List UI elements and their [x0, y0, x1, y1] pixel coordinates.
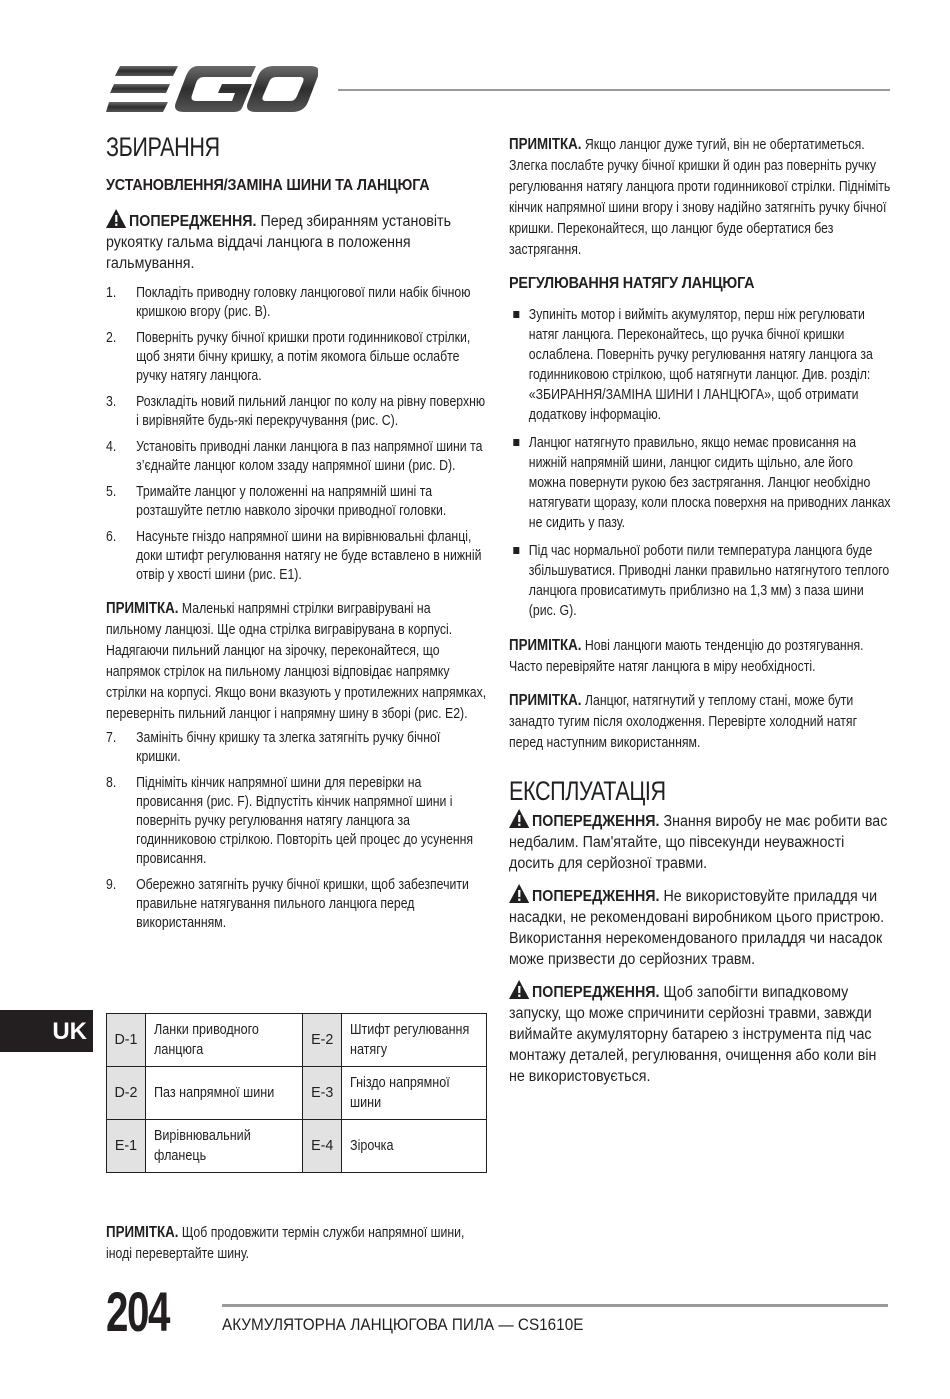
warning-text: Знання виробу не має робити вас недбалим. Пам'ятайте, що півсекунди неуважності досить для серйозної травми.: [509, 813, 888, 872]
list-item: Під час нормальної роботи пили температура ланцюга буде збільшуватися. Приводні ланки правильно натягнутого теплого ланцюга провисатимуть приблизно на 1,3 мм) з паза шини (рис. G).: [509, 541, 892, 621]
assembly-steps-b: [106, 729, 487, 933]
list-item: 8. Підніміть кінчик напрямної шини для перевірки на провисання (рис. F). Відпустіть кінчик напрямної шини і поверніть ручку регулювання натягу ланцюга за годинниковою стрілкою. Повторіть цей процес до усунення провисання.: [106, 775, 474, 867]
note-text: Маленькі напрямні стрілки вигравірувані на пильному ланцюзі. Ще одна стрілка вигравірувана в корпусі. Надягаючи пильний ланцюг на зірочку, переконайтеся, що напрямок стрілок на пильному ланцюзі відповідає напрямку стрілки на корпусі. Якщо вони вказують у протилежних напрямках, переверніть пильний ланцюг і напрямну шину в зборі (рис. E2).: [106, 601, 487, 722]
list-item: 5. Тримайте ланцюг у положенні на напрямній шині та розташуйте петлю навколо зірочки приводної головки.: [106, 484, 447, 519]
warning-text: Щоб запобігти випадковому запуску, що може спричинити серйозні травми, завжди виймайте акумуляторну батарею з інструмента під час монтажу деталей, регулювання, очищення або коли він не використовується.: [509, 984, 877, 1085]
ego-logo: [106, 64, 318, 114]
note-label: ПРИМІТКА.: [106, 600, 179, 617]
bullet-icon: [513, 439, 519, 446]
right-column: [509, 134, 893, 1087]
bullet-icon: [513, 311, 519, 318]
list-item: 4. Установіть приводні ланки ланцюга в паз напрямної шини та з’єднайте ланцюг колом ззаду напрямної шини (рис. D).: [106, 439, 483, 474]
list-item: 6. Насуньте гніздо напрямної шини на вирівнювальні фланці, доки штифт регулювання натягу не буде вставлено в нижній отвір у хвості шини (рис. E1).: [106, 529, 482, 583]
warning-operation-2: [509, 884, 892, 970]
part-label: Ланки приводного ланцюга: [146, 1014, 303, 1067]
warning-label: ПОПЕРЕДЖЕННЯ.: [532, 813, 660, 830]
parts-table: [106, 1013, 487, 1173]
warning-icon: [509, 809, 529, 828]
list-item: Зупиніть мотор і вийміть акумулятор, перш ніж регулювати натяг ланцюга. Переконайтесь, що ручка бічної кришки ослаблена. Поверніть ручку регулювання натягу ланцюга за годинниковою стрілкою, щоб натягнути ланцюг. Див. розділ: «ЗБИРАННЯ/ЗАМІНА ШИНИ І ЛАНЦЮГА», щоб отримати додаткову інформацію.: [509, 305, 892, 425]
footer-title: АКУМУЛЯТОРНА ЛАНЦЮГОВА ПИЛА — CS1610E: [222, 1315, 584, 1334]
table-row: [107, 1067, 487, 1120]
part-label: Штифт регулювання натягу: [342, 1014, 487, 1067]
bullet-icon: [513, 547, 519, 554]
warning-icon: [509, 980, 529, 999]
operation-title: ЕКСПЛУАТАЦІЯ: [509, 776, 666, 806]
warning-label: ПОПЕРЕДЖЕННЯ.: [129, 213, 257, 230]
part-code: D-2: [107, 1067, 146, 1120]
tension-bullets: [509, 305, 892, 621]
note-tight-chain: [509, 134, 894, 261]
note-label: ПРИМІТКА.: [509, 637, 582, 654]
list-item: 9. Обережно затягніть ручку бічної кришки, щоб забезпечити правильне натягування пильного ланцюга перед використанням.: [106, 877, 469, 931]
part-label: Зірочка: [342, 1120, 487, 1173]
note-text: Якщо ланцюг дуже тугий, він не обертатиметься. Злегка послабте ручку бічної кришки й один раз поверніть ручку регулювання натягу ланцюга проти годинникової стрілки. Підніміть кінчик напрямної шини вгору і знову надійно затягніть ручку бічної кришки. Переконайтеся, що ланцюг буде обертатися без застрягання.: [509, 137, 891, 258]
bar-chain-heading: УСТАНОВЛЕННЯ/ЗАМІНА ШИНИ ТА ЛАНЦЮГА: [106, 177, 430, 194]
note-label: ПРИМІТКА.: [509, 692, 582, 709]
list-item: 2. Поверніть ручку бічної кришки проти годинникової стрілки, щоб зняти бічну кришку, а потім якомога більше ослабте ручку натягу ланцюга.: [106, 330, 471, 384]
part-label: Гніздо напрямної шини: [342, 1067, 487, 1120]
list-item: 3. Розкладіть новий пильний ланцюг по колу на рівну поверхню і вирівняйте будь-які перекручування (рис. C).: [106, 394, 486, 429]
left-column: [106, 132, 488, 940]
part-code: D-1: [107, 1014, 146, 1067]
page-number: 204: [106, 1280, 169, 1343]
note-text: Ланцюг, натягнутий у теплому стані, може бути занадто тугим після охолодження. Перевірте холодний натяг перед наступним використанням.: [509, 693, 858, 751]
part-label: Паз напрямної шини: [146, 1067, 303, 1120]
note-label: ПРИМІТКА.: [509, 136, 582, 153]
note-new-chains: [509, 635, 894, 678]
warning-icon: [509, 884, 529, 903]
table-row: [107, 1014, 487, 1067]
note-arrows: [106, 598, 489, 725]
list-item: 1. Покладіть приводну головку ланцюгової пили набік бічною кришкою вгору (рис. B).: [106, 285, 471, 320]
warning-icon: [106, 209, 126, 228]
warning-label: ПОПЕРЕДЖЕННЯ.: [532, 888, 660, 905]
note-flip-bar: [106, 1222, 484, 1265]
warning-operation-1: [509, 809, 892, 874]
note-text: Щоб продовжити термін служби напрямної шини, іноді перевертайте шину.: [106, 1225, 465, 1262]
part-code: E-3: [303, 1067, 342, 1120]
warning-operation-3: [509, 980, 892, 1087]
note-warm-chain: [509, 690, 894, 754]
table-row: [107, 1120, 487, 1173]
warning-label: ПОПЕРЕДЖЕННЯ.: [532, 984, 660, 1001]
warning-assembly: [106, 209, 487, 274]
header-rule: [338, 89, 890, 91]
list-item: Ланцюг натягнуто правильно, якщо немає провисання на нижній напрямній шини, ланцюг сидить щільно, але його можна повернути рукою без застрягання. Ланцюг необхідно натягувати щоразу, коли плоска поверхня на приводних ланках не сидить у пазу.: [509, 433, 892, 533]
part-code: E-1: [107, 1120, 146, 1173]
warning-text: Не використовуйте приладдя чи насадки, не рекомендовані виробником цього пристрою. Використання нерекомендованого приладдя чи насадок може призвести до серйозних травм.: [509, 888, 885, 968]
footer-rule: [222, 1304, 888, 1307]
warning-text: Перед збиранням установіть рукоятку гальма віддачі ланцюга в положення гальмування.: [106, 213, 451, 272]
assembly-title: ЗБИРАННЯ: [106, 132, 220, 162]
note-text: Нові ланцюги мають тенденцію до розтягування. Часто перевіряйте натяг ланцюга в міру необхідності.: [509, 638, 864, 675]
part-code: E-2: [303, 1014, 342, 1067]
assembly-steps-a: [106, 284, 487, 585]
note-label: ПРИМІТКА.: [106, 1224, 179, 1241]
list-item: 7. Замініть бічну кришку та злегка затягніть ручку бічної кришки.: [106, 730, 441, 765]
part-code: E-4: [303, 1120, 342, 1173]
language-tab: UK: [0, 1010, 93, 1052]
part-label: Вирівнювальний фланець: [146, 1120, 303, 1173]
tension-heading: РЕГУЛЮВАННЯ НАТЯГУ ЛАНЦЮГА: [509, 275, 755, 292]
